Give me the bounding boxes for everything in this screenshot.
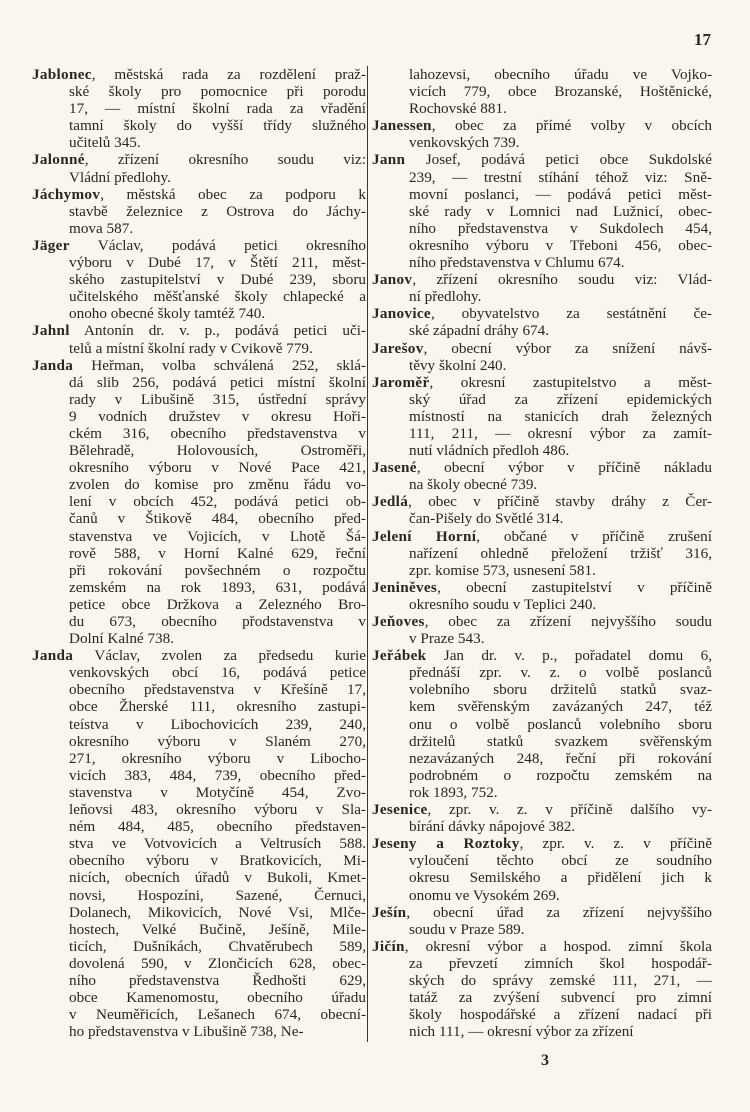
entry-line [372,852,712,869]
entry-text: onoho obecné školy tamtéž 740. [69,305,266,323]
entry-line [32,801,366,818]
entry-line [32,921,366,938]
entry-text: okresního výboru v Nové Pace 421, [69,459,366,477]
entry-line [32,186,366,203]
index-entry [372,528,712,579]
entry-text: stavenstva ve Vojicích, v Lhotě Šá- [69,527,366,545]
entry-line [32,220,366,237]
entry-line [372,374,712,391]
entry-line [372,134,712,151]
entry-line [372,459,712,476]
entry-line [372,391,712,408]
entry-text: okresního výboru v Třeboni 456, obec- [409,236,712,254]
index-entry [372,271,712,305]
entry-line [372,271,712,288]
entry-line [372,442,712,459]
entry-text: leňovsi 483, okresního výboru v Sla- [69,801,366,819]
index-entry [372,117,712,151]
entry-text: onu o volbě poslanců volebního sboru [409,715,712,733]
entry-line [32,442,366,459]
entry-line [32,647,366,664]
entry-text: kem svěřenským zavázaných 247, též [409,698,712,716]
entry-text: při rokování povšechném o rozpočtu [69,561,366,579]
entry-text: venkovských 739. [409,134,520,152]
entry-text: přednáší zpr. v. z. o volbě poslanců [409,664,712,682]
entry-text: ského zastupitelství v Dubé 239, sboru [69,271,366,289]
entry-line [372,220,712,237]
entry-line [372,510,712,527]
entry-line [32,630,366,647]
entry-line [372,750,712,767]
entry-text: dá slib 256, podává petici místní školní [69,373,366,391]
index-entry [32,647,366,1040]
entry-line [32,493,366,510]
entry-text: , zřízení okresního soudu viz: Vlád- [412,271,712,289]
entry-headword: Jáchymov [32,185,101,203]
entry-text: nařízení ohledně přeložení tržišť 316, [409,544,712,562]
entry-line [32,784,366,801]
entry-headword: Jeřábek [372,647,427,665]
entry-line [32,904,366,921]
entry-text: nich 111, — okresní výbor za zřízení [409,1023,634,1041]
entry-line [32,476,366,493]
entry-text: ního představenstva v Sukdolech 454, [409,219,712,237]
entry-line [32,408,366,425]
entry-text: , obec v příčině stavby dráhy z Čer- [408,493,712,511]
entry-text: Václav, podává petici okresního [69,236,366,254]
column-divider [367,66,368,1042]
entry-text: tatáž za zvýšení subvencí pro zimní [409,989,712,1007]
entry-text: stavbě železnice z Ostrova do Jáchy- [69,202,366,220]
entry-text: dovolená 590, v Zlončicích 628, obec- [69,954,366,972]
entry-line [372,613,712,630]
entry-line [372,1006,712,1023]
entry-text: telů a místní školní rady v Cvikově 779. [69,339,313,357]
entry-text: ticích, Dušníkách, Chvatěrubech 589, [69,937,366,955]
entry-line [372,767,712,784]
entry-text: obecního výboru v Bratkovicích, Mi- [69,852,366,870]
index-entry [372,613,712,647]
entry-text: lení v obcích 452, podává petici ob- [69,493,366,511]
entry-text: Dolanech, Mikovicích, Nové Vsi, Mlče- [69,903,366,921]
entry-line [32,203,366,220]
entry-text: , okresní výbor a hospod. zimní škola [404,937,712,955]
entry-text: ního představenstva Ředhošti 629, [69,971,366,989]
entry-text: nezavázaných 248, řeční při rokování [409,749,712,767]
entry-text: vicích 383, 484, 739, obecního před- [69,766,366,784]
entry-line [32,169,366,186]
entry-headword: Jann [372,151,406,169]
entry-line [372,83,712,100]
entry-text: těvy školní 240. [409,356,507,374]
entry-text: , zpr. v. z. v příčině dalšího vy- [427,801,712,819]
entry-text: 271, okresního výboru v Libocho- [69,749,366,767]
entry-line [32,425,366,442]
entry-line [32,134,366,151]
entry-headword: Jalonné [32,151,85,169]
entry-line [32,613,366,630]
entry-line [372,357,712,374]
entry-line [372,151,712,168]
entry-line [32,1006,366,1023]
entry-text: venkovských obcí 16, podává petice [69,664,366,682]
entry-line [32,510,366,527]
index-entry [32,322,366,356]
entry-line [32,151,366,168]
entry-text: ské rady v Lomnici nad Lužnicí, obec- [409,202,712,220]
entry-line [32,254,366,271]
entry-line [32,100,366,117]
entry-line [32,83,366,100]
entry-line [32,374,366,391]
entry-text: , obec za zřízení nejvyššího soudu [424,613,712,630]
entry-text: Rochovské 881. [409,100,507,118]
signature-mark: 3 [541,1052,549,1069]
entry-line [32,391,366,408]
index-entry [372,938,712,1041]
entry-line [32,733,366,750]
entry-line [32,596,366,613]
entry-text: stva ve Votvovicích a Veltrusích 588. [69,835,366,853]
entry-headword: Janov [372,271,413,289]
entry-text: teístva v Libochovicích 239, 240, [69,715,366,733]
entry-text: tamní školy do vyšší třídy služného [69,117,366,135]
index-entry [372,801,712,835]
entry-line [32,664,366,681]
entry-text: Dolní Kalné 738. [69,630,175,648]
entry-headword: Jeňoves [372,613,425,630]
entry-line [372,340,712,357]
entry-headword: Jelení Horní [372,527,477,545]
entry-headword: Janessen [372,117,432,135]
entry-text: , zpr. v. z. v příčině [519,835,712,853]
entry-line [32,818,366,835]
entry-line [32,271,366,288]
entry-text: obecního představenstva v Křešíně 17, [69,681,366,699]
entry-line [372,938,712,955]
entry-headword: Jičín [372,937,405,955]
entry-line [372,169,712,186]
entry-text: Václav, zvolen za předsedu kurie [73,647,366,665]
entry-text: movní poslanci, — podává petici měst- [409,185,712,203]
entry-line [372,716,712,733]
entry-headword: Janovice [372,305,431,323]
entry-line [32,1023,366,1040]
entry-headword: Janda [32,356,74,374]
entry-headword: Ješín [372,903,407,921]
entry-text: , zřízení okresního soudu viz: [84,151,366,169]
entry-text: , obecní výbor za snížení návš- [423,339,712,357]
entry-line [372,203,712,220]
entry-text: Bělehradě, Holovousích, Ostroměři, [69,442,366,460]
entry-line [32,117,366,134]
entry-line [32,579,366,596]
entry-line [32,716,366,733]
entry-text: v Neuměřicích, Lešanech 674, obecní- [69,1006,366,1024]
entry-text: zvolen do komise pro změnu řádu vo- [69,476,366,494]
entry-line [372,887,712,904]
entry-line [32,835,366,852]
entry-headword: Jäger [32,236,70,254]
entry-line [32,237,366,254]
entry-line [32,681,366,698]
index-entry [32,186,366,237]
entry-text: okresního výboru v Slaném 270, [69,732,366,750]
entry-text: výboru v Dubé 17, v Štětí 211, měst- [69,254,366,272]
entry-line [372,972,712,989]
entry-text: na školy obecné 739. [409,476,538,494]
entry-line [32,528,366,545]
entry-line [32,887,366,904]
entry-text: ských do správy zemské 111, 271, — [409,971,712,989]
entry-line [372,408,712,425]
entry-text: obce Kamenomostu, obecního úřadu [69,989,366,1007]
entry-text: , obyvatelstvo za sestátnění če- [430,305,712,323]
entry-text: , městská rada za rozdělení praž- [91,66,366,83]
entry-line [372,596,712,613]
entry-text: vyloučení těchto obcí ze soudního [409,852,712,870]
entry-line [372,784,712,801]
entry-line [32,869,366,886]
entry-line [372,493,712,510]
entry-text: 17, — místní školní rada za vřadění [69,100,366,118]
entry-line [32,938,366,955]
entry-headword: Jasené [372,459,417,477]
entry-text: místností na stanicích drah železných [409,407,712,425]
index-entry [372,340,712,374]
index-entry-continuation [372,66,712,117]
entry-line [32,767,366,784]
entry-text: čan-Pišely do Světlé 314. [409,510,564,528]
entry-line [372,66,712,83]
entry-line [372,545,712,562]
index-entry [372,459,712,493]
entry-text: nicích, obecních úřadů v Bukoli, Kmet- [69,869,366,887]
index-entry [372,904,712,938]
index-entry [32,357,366,648]
entry-line [32,852,366,869]
entry-text: ního představenstva v Chlumu 674. [409,254,625,272]
index-entry [32,66,366,151]
entry-line [372,528,712,545]
entry-text: rově 588, v Horní Kalné 629, řeční [69,544,366,562]
entry-text: 9 vodních družstev v okresu Hoři- [69,407,366,425]
entry-text: ho představenstva v Libušině 738, Ne- [69,1023,304,1041]
entry-text: rady v Libušině 315, ústřední správy [69,390,366,408]
entry-line [372,562,712,579]
entry-text: ckém 316, obecního představenstva v [69,424,366,442]
entry-headword: Jablonec [32,66,92,83]
entry-text: 239, — trestní stíhání téhož viz: Sně- [409,168,712,186]
entry-headword: Jaroměř [372,373,430,391]
entry-text: mova 587. [69,219,134,237]
entry-text: zemském na rok 1893, 631, podává [69,578,366,596]
entry-line [372,579,712,596]
entry-line [32,989,366,1006]
index-entry [32,151,366,185]
entry-text: ské západní dráhy 674. [409,322,550,340]
entry-line [372,1023,712,1040]
entry-text: zpr. komise 573, usnesení 581. [409,561,596,579]
entry-text: petice obce Držkova a Zelezného Bro- [69,595,366,613]
entry-line [32,562,366,579]
entry-line [372,630,712,647]
entry-text: lahozevsi, obecního úřadu ve Vojko- [409,66,712,83]
entry-text: v Praze 543. [409,630,485,648]
entry-text: du 673, obecního přodstavenstva v [69,613,366,630]
entry-text: onomu ve Vysokém 269. [409,886,560,904]
entry-line [372,237,712,254]
entry-text: , městská obec za podporu k [100,185,366,203]
entry-line [372,921,712,938]
entry-text: učitelů 345. [69,134,141,152]
entry-text: rok 1893, 752. [409,783,498,801]
entry-line [372,989,712,1006]
left-column [32,66,366,1040]
entry-line [32,66,366,83]
entry-line [372,698,712,715]
entry-text: Vládní předlohy. [69,168,171,186]
entry-headword: Jedlá [372,493,409,511]
entry-text: , okresní zastupitelstvo a měst- [429,373,712,391]
index-entry [372,493,712,527]
entry-headword: Jesenice [372,801,428,819]
entry-line [32,305,366,322]
index-entry [372,374,712,459]
entry-line [372,733,712,750]
entry-text: Josef, podává petici obce Sukdolské [405,151,712,169]
entry-line [372,835,712,852]
entry-line [32,972,366,989]
entry-text: , občané v příčině zrušení [476,527,712,545]
entry-text: vicích 779, obce Brozanské, Hoštěnické, [409,83,712,101]
entry-text: obce Žherské 111, okresního zastupi- [69,698,366,716]
entry-line [372,100,712,117]
entry-text: okresního soudu v Teplici 240. [409,595,597,613]
entry-headword: Jeniněves [372,578,438,596]
entry-line [32,545,366,562]
page-number: 17 [694,30,711,49]
entry-text: hostech, Velké Bučině, Ješíně, Mile- [69,920,366,938]
entry-text: Jan dr. v. p., pořadatel domu 6, [426,647,712,665]
entry-text: školy hospodářské a zřízení nadací při [409,1006,712,1024]
index-entry [372,647,712,801]
entry-text: podrobném o rozpočtu zemském na [409,766,712,784]
entry-line [32,340,366,357]
entry-line [372,476,712,493]
entry-headword: Jeseny a Roztoky [372,835,520,853]
index-entry [372,835,712,903]
entry-line [372,117,712,134]
entry-text: ský úřad za zřízení epidemických [409,390,712,408]
entry-line [32,288,366,305]
entry-text: Heřman, volba schválená 252, sklá- [73,356,366,374]
entry-text: učitelského měšťanské školy chlapecké a [69,288,366,306]
entry-line [372,818,712,835]
entry-line [372,801,712,818]
entry-line [372,186,712,203]
entry-text: soudu v Praze 589. [409,920,525,938]
entry-line [372,869,712,886]
entry-line [372,664,712,681]
entry-text: okresu Semilského a přidělení jich k [409,869,712,887]
entry-line [372,425,712,442]
entry-text: ní předlohy. [409,288,482,306]
entry-line [32,322,366,339]
entry-text: nutí vládních předloh 486. [409,442,570,460]
entry-line [372,904,712,921]
entry-text: , obec za přímé volby v obcích [431,117,712,135]
entry-headword: Janda [32,647,74,665]
entry-text: za převzetí zimních škol hospodář- [409,954,712,972]
entry-text: , obecní výbor v příčině nákladu [416,459,712,477]
entry-text: 111, 211, — okresní výbor za zamít- [409,424,712,442]
entry-text: ské školy pro pomocnice při porodu [69,83,366,101]
entry-text: bírání dávky nápojové 382. [409,818,576,836]
entry-line [32,698,366,715]
entry-text: čanů v Štikově 484, obecního před- [69,510,366,528]
entry-text: novsi, Hospozíni, Sazené, Černuci, [69,886,366,904]
entry-text: stavenstva v Motyčíně 454, Zvo- [69,783,366,801]
index-entry [372,305,712,339]
entry-line [372,681,712,698]
entry-headword: Jahnl [32,322,70,340]
entry-text: ném 484, 485, obecního představen- [69,818,366,836]
index-entry [32,237,366,322]
entry-line [372,955,712,972]
entry-line [372,322,712,339]
entry-line [372,647,712,664]
entry-headword: Jarešov [372,339,424,357]
entry-text: držitelů statků svazkem svěřenským [409,732,712,750]
entry-text: Antonín dr. v. p., podává petici uči- [69,322,366,340]
entry-line [32,955,366,972]
entry-text: volebního sboru držitelů statků svaz- [409,681,712,699]
index-entry [372,151,712,271]
entry-text: , obecní úřad za zřízení nejvyššího [406,903,712,921]
entry-line [32,750,366,767]
entry-text: , obecní zastupitelství v příčině [437,578,712,596]
entry-line [32,357,366,374]
entry-line [32,459,366,476]
index-entry [372,579,712,613]
entry-line [372,254,712,271]
right-column [372,66,712,1040]
entry-line [372,305,712,322]
entry-line [372,288,712,305]
